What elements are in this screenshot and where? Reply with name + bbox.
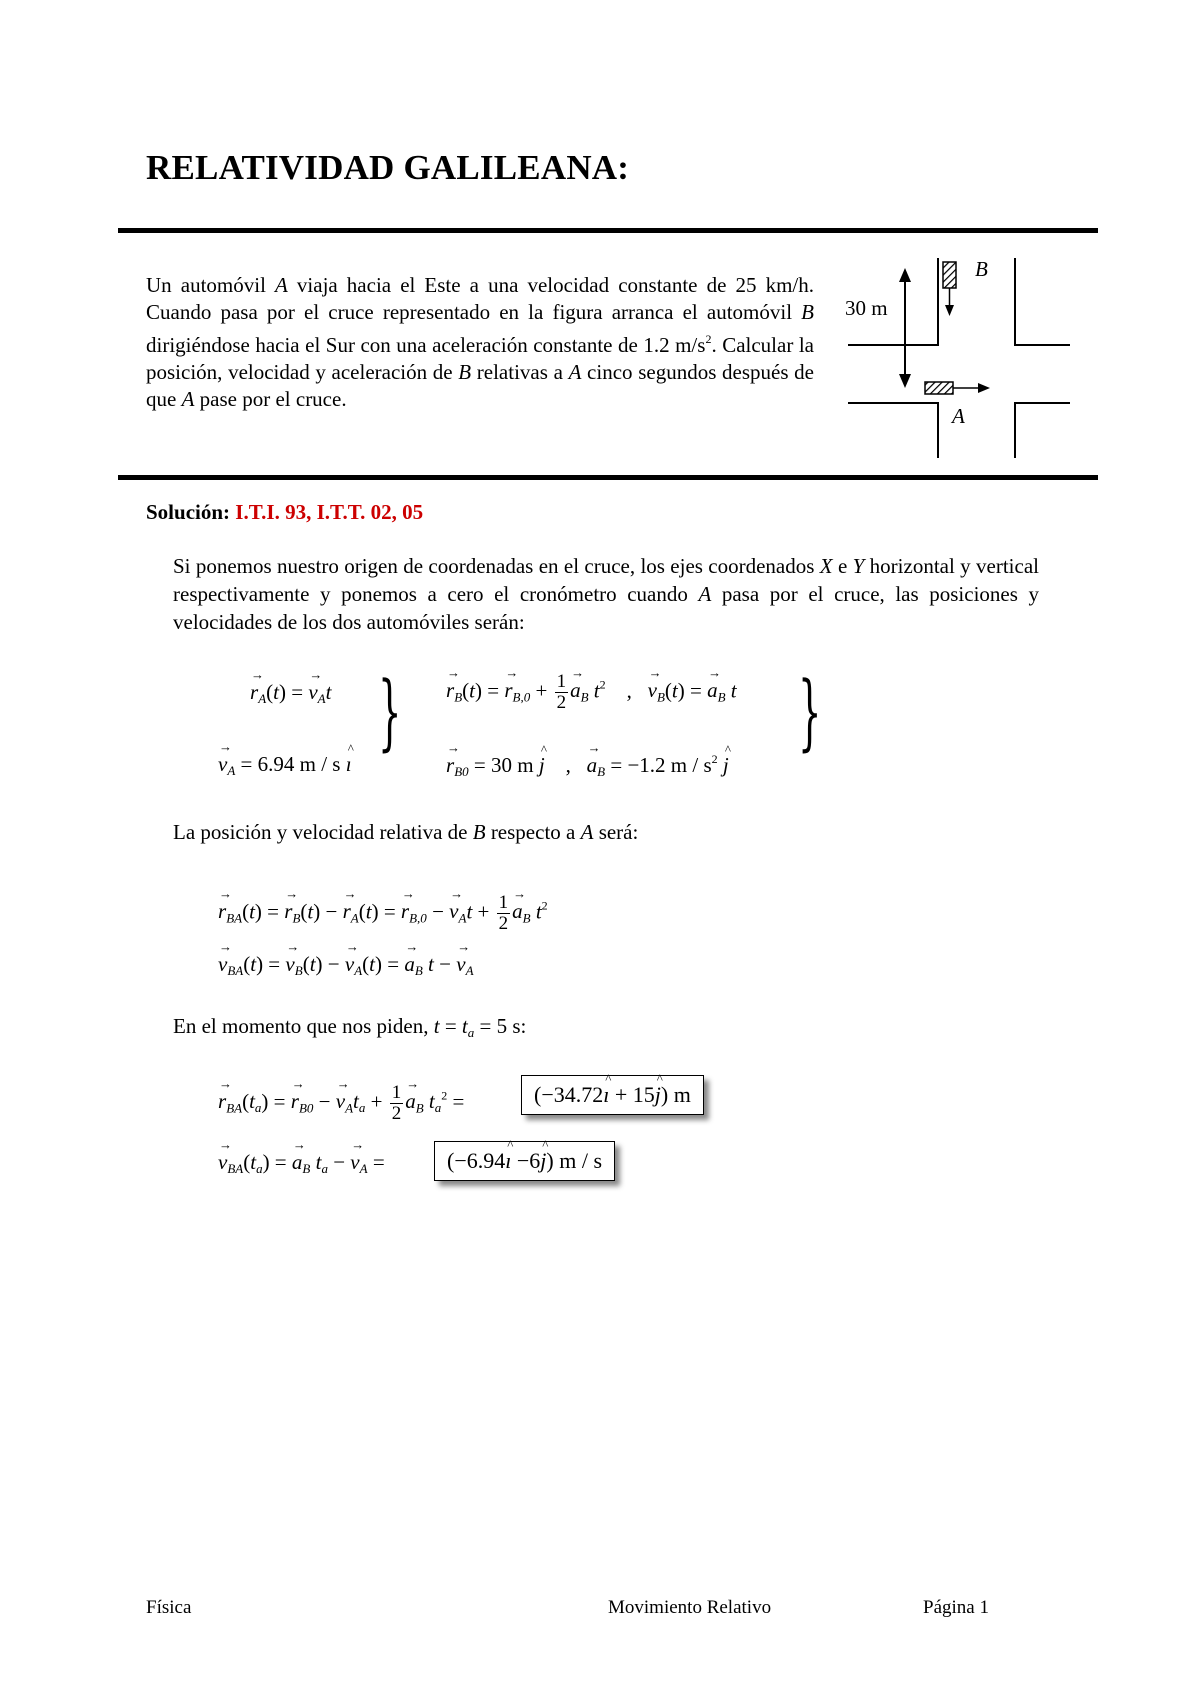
eq-vba-ta: → $v_{BA}(t_a)$ = → $a_B$ $t_a$ − → $v_A$ = [218,1150,385,1177]
footer-subject: Física [146,1597,192,1618]
brace-left: } [378,665,402,760]
footer-page: Página 1 [923,1597,989,1618]
bottom-rule [118,475,1098,480]
result-velocity-box: (−6.94^ ı −6^ j) m / s [434,1141,615,1181]
paragraph-relative: La posición y velocidad relativa de B respecto a A será: [173,820,639,844]
intersection-diagram [840,250,1100,465]
paragraph-moment: En el momento que nos piden, $t = t_a = 5$ s: [173,1014,527,1040]
paragraph-intro: Si ponemos nuestro origen de coordenadas en el cruce, los ejes coordenados X e Y horizontal y vertical respectivamente y ponemos a cero el cronómetro cuando A pasa por el cruce, las posiciones y velocidades de los dos automóviles serán: [173,554,1039,634]
car-a-label: A [952,404,965,428]
car-b-arrow [945,288,954,316]
distance-arrow [899,268,911,388]
eq-rb: → $r_B(t)$ = → $r_{B,0}$ + $\frac{1}{2}$ → $a_B$ $t^2$ , → $v_B(t)$ = → $a_B$ t [446,672,737,713]
distance-label: 30 m [845,296,888,320]
solution-refs: I.T.I. 93, I.T.T. 02, 05 [235,500,424,524]
eq-rb0-ab: → $r_{B0} = 30$ m ^ j , → $a_B = -1.2$ m / $s^2$ ^ j [446,752,729,780]
car-b-label: B [975,257,988,281]
result-position-box: (−34.72^ ı + 15^ j) m [521,1075,704,1115]
eq-rba-ta: → $r_{BA}(t_a)$ = → $r_{B0}$ − → $v_At_a$ + $\frac{1}{2}$ → $a_B$ $t_a^2$ = [218,1083,464,1124]
car-a-arrow [953,383,990,393]
eq-vba: → $v_{BA}(t)$ = → $v_B(t)$ − → $v_A(t)$ = → $a_B$ t − → $v_A$ [218,952,474,979]
eq-ra: → $r_A(t)$ = → $v_At$ [250,680,331,707]
top-rule [118,228,1098,233]
eq-va: → $v_A = 6.94$ m / s ^ ı [218,752,352,779]
car-b [943,262,956,288]
page-title: RELATIVIDAD GALILEANA: [146,148,630,187]
problem-statement: Un automóvil A viaja hacia el Este a una velocidad constante de 25 km/h. Cuando pasa por el cruce representado en la figura arranca el automóvil B dirigiéndose hacia el Sur con una aceleración constante de 1.2 $m/s^2$. Calcular la posición, velocidad y aceleración de B relativas a A cinco segundos después de que A pase por el cruce. [146,273,815,411]
eq-rba: → $r_{BA}(t)$ = → $r_B(t)$ − → $r_A(t)$ = → $r_{B,0}$ − → $v_At$ + $\frac{1}{2}$ → $a_B$ $t^2$ [218,893,548,934]
solution-heading: Solución: I.T.I. 93, I.T.T. 02, 05 [146,500,424,524]
footer-topic: Movimiento Relativo [608,1597,772,1618]
car-a [925,382,953,394]
brace-right: } [798,665,822,760]
